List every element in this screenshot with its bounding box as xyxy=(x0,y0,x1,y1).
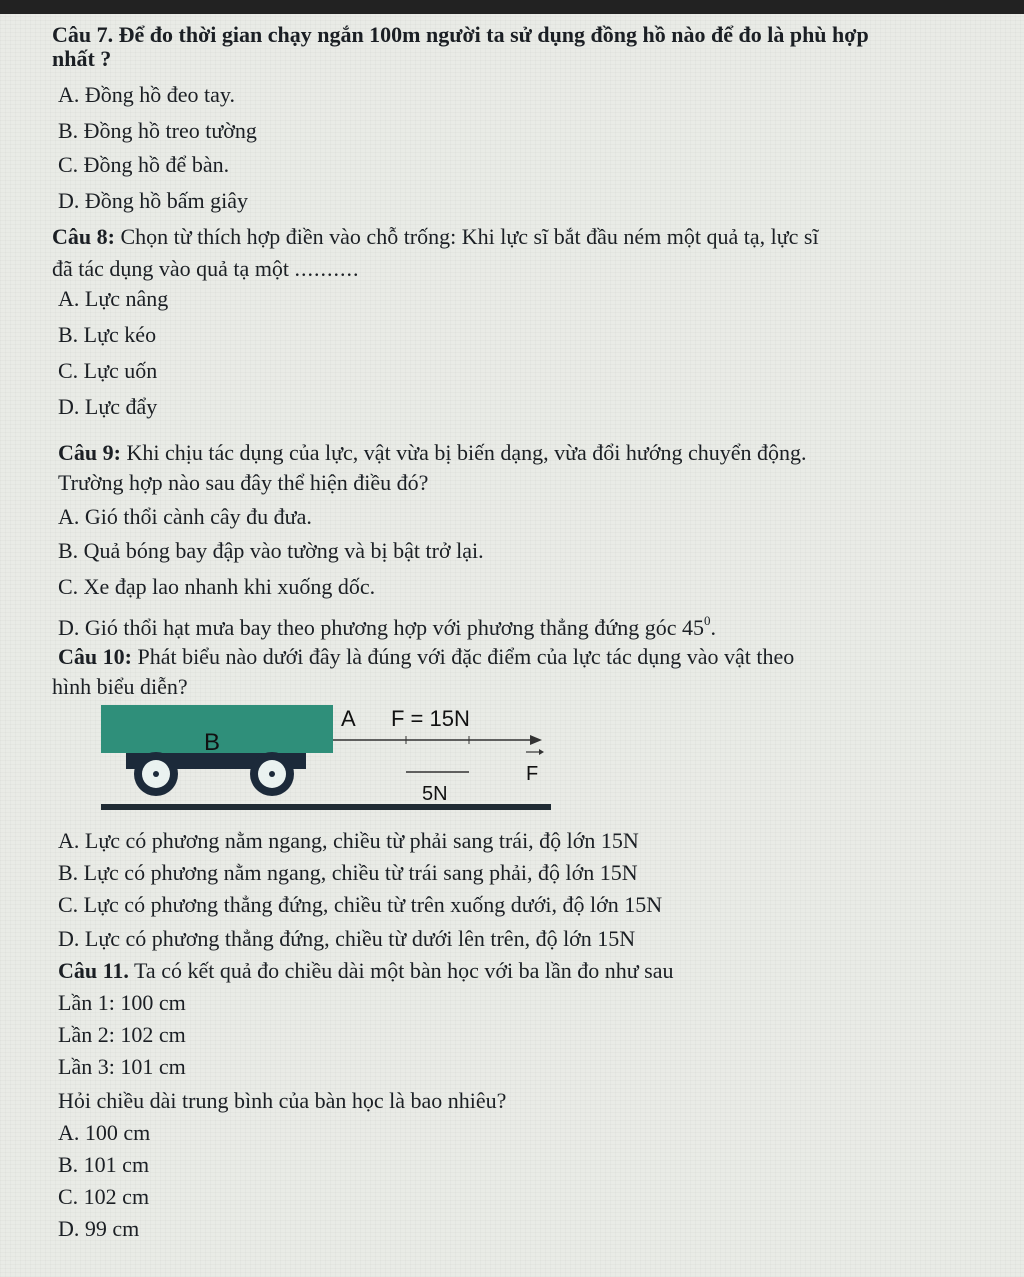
question-10-stem-cont: hình biểu diễn? xyxy=(52,674,188,699)
q10-option-b: B. Lực có phương nằm ngang, chiều từ trái sang phải, độ lớn 15N xyxy=(58,860,638,885)
q10-option-d: D. Lực có phương thẳng đứng, chiều từ dưới lên trên, độ lớn 15N xyxy=(58,926,636,951)
q7-option-d: D. Đồng hồ bấm giây xyxy=(58,188,249,213)
q11-option-a: A. 100 cm xyxy=(58,1120,151,1145)
question-9-stem: Câu 9: Khi chịu tác dụng của lực, vật vừa bị biến dạng, vừa đổi hướng chuyển động. xyxy=(58,440,807,465)
label-scale: 5N xyxy=(422,783,448,805)
question-10-stem: Câu 10: Phát biểu nào dưới đây là đúng với đặc điểm của lực tác dụng vào vật theo xyxy=(58,644,795,669)
answer-blank: .......... xyxy=(294,256,360,281)
q8-option-b: B. Lực kéo xyxy=(58,322,157,347)
question-7-stem: Câu 7. Để đo thời gian chạy ngắn 100m người ta sử dụng đồng hồ nào để đo là phù hợp xyxy=(52,22,869,47)
force-arrowhead xyxy=(530,735,542,745)
q8-option-a: A. Lực nâng xyxy=(58,286,169,311)
q9-option-a: A. Gió thổi cành cây đu đưa. xyxy=(58,504,312,529)
q11-option-b: B. 101 cm xyxy=(58,1152,150,1177)
q9-option-c: C. Xe đạp lao nhanh khi xuống dốc. xyxy=(58,574,376,599)
q11-option-c: C. 102 cm xyxy=(58,1184,150,1209)
q9-option-d: D. Gió thổi hạt mưa bay theo phương hợp với phương thẳng đứng góc $45^0$. xyxy=(58,613,716,640)
measurement-3: Lần 3: 101 cm xyxy=(58,1054,186,1079)
degree-superscript: 0 xyxy=(704,613,711,628)
label-b: B xyxy=(204,729,221,756)
ground-line xyxy=(101,804,551,810)
question-9-stem-cont: Trường hợp nào sau đây thể hiện điều đó? xyxy=(58,470,429,495)
label-a: A xyxy=(341,706,356,731)
q10-option-a: A. Lực có phương nằm ngang, chiều từ phải sang trái, độ lớn 15N xyxy=(58,828,639,853)
measurement-2: Lần 2: 102 cm xyxy=(58,1022,186,1047)
measurement-1: Lần 1: 100 cm xyxy=(58,990,186,1015)
q8-option-d: D. Lực đẩy xyxy=(58,394,158,419)
question-7-stem-cont: nhất ? xyxy=(52,46,112,71)
q7-option-b: B. Đồng hồ treo tường xyxy=(58,118,257,143)
screen-top-bar xyxy=(0,0,1024,14)
q8-option-c: C. Lực uốn xyxy=(58,358,158,383)
q7-option-c: C. Đồng hồ để bàn. xyxy=(58,152,230,177)
question-8-stem-cont: đã tác dụng vào quả tạ một .......... xyxy=(52,256,360,281)
question-11-ask: Hỏi chiều dài trung bình của bàn học là bao nhiêu? xyxy=(58,1088,507,1113)
question-8-stem: Câu 8: Chọn từ thích hợp điền vào chỗ trống: Khi lực sĩ bắt đầu ném một quả tạ, lực sĩ xyxy=(52,224,819,249)
q10-option-c: C. Lực có phương thẳng đứng, chiều từ trên xuống dưới, độ lớn 15N xyxy=(58,892,663,917)
q7-option-a: A. Đồng hồ đeo tay. xyxy=(58,82,235,107)
question-11-stem: Câu 11. Ta có kết quả đo chiều dài một bàn học với ba lần đo như sau xyxy=(58,958,674,983)
label-force: F = 15N xyxy=(391,706,470,731)
q9-option-b: B. Quả bóng bay đập vào tường và bị bật trở lại. xyxy=(58,538,484,563)
q11-option-d: D. 99 cm xyxy=(58,1216,140,1241)
force-diagram xyxy=(96,700,556,815)
label-vector-f: F xyxy=(526,763,539,785)
